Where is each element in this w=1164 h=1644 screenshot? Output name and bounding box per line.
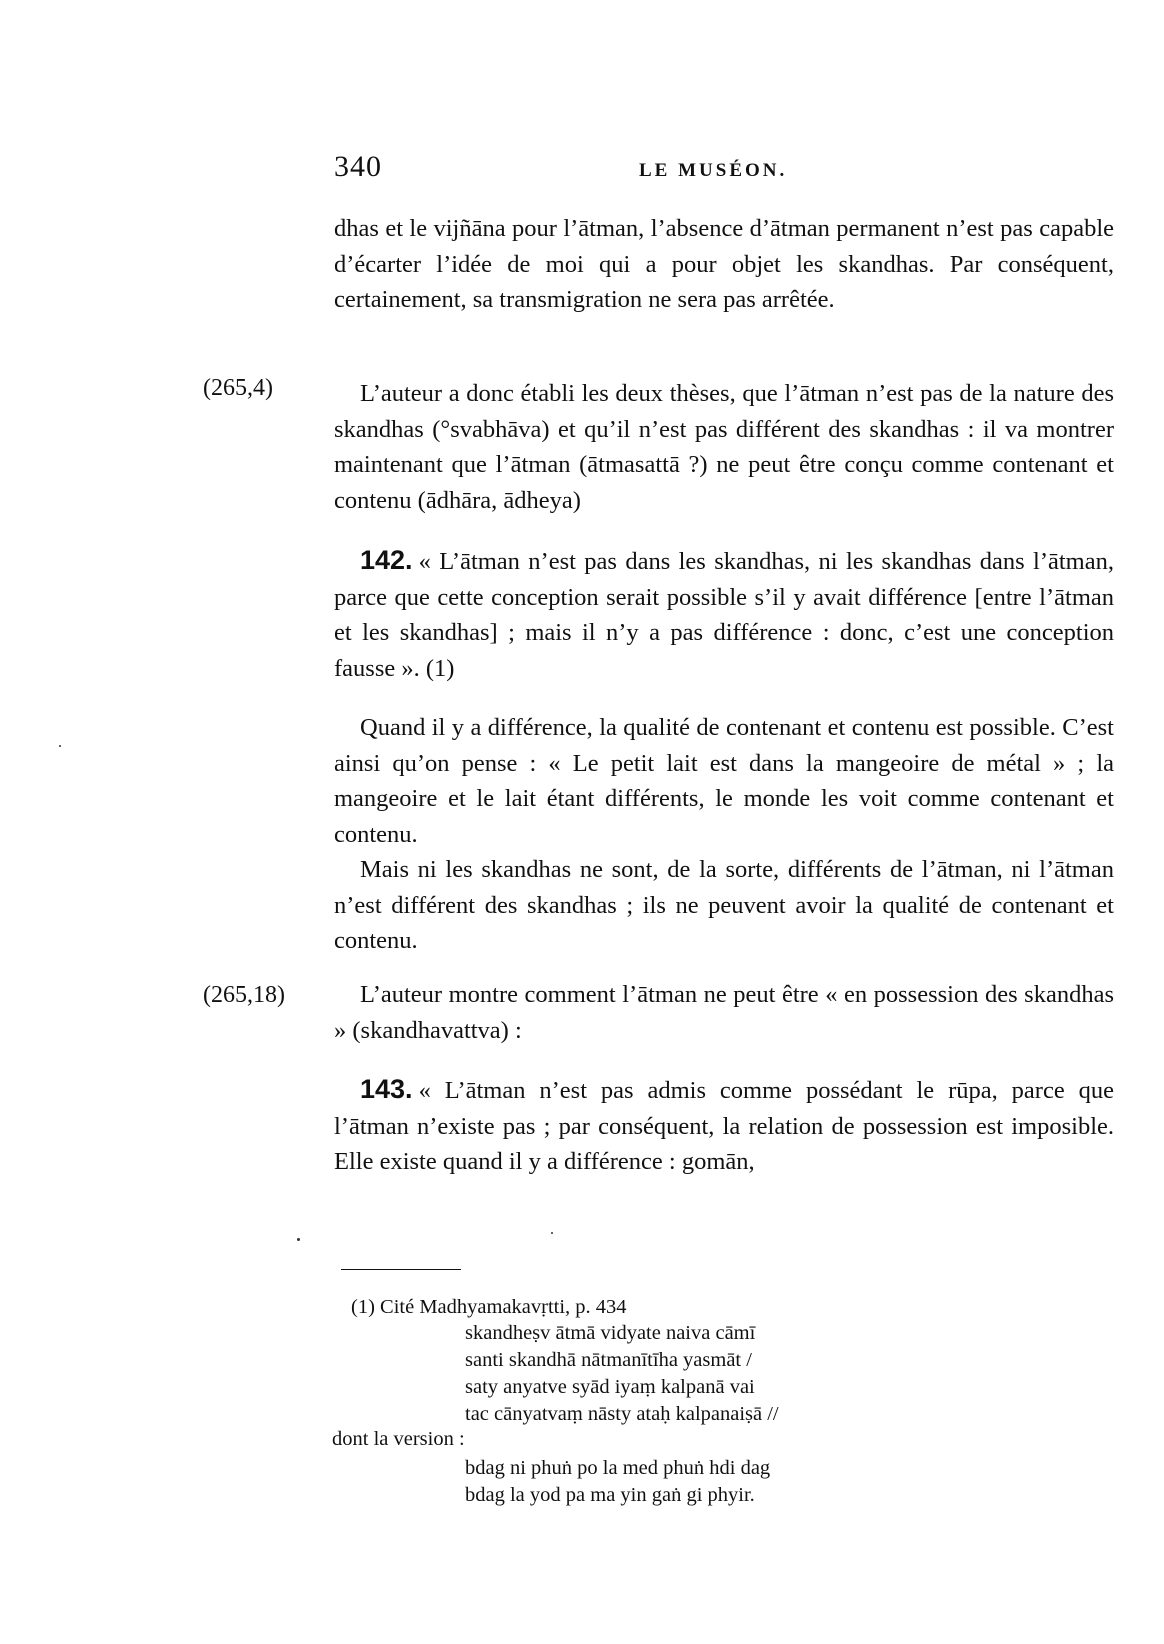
paragraph-difference [334,710,1114,959]
paragraph-text: dhas et le vijñāna pour l’ātman, l’absence d’ātman permanent n’est pas capable d’écarter l’idée de moi qui a pour objet les skandhas. Par conséquent, certainement, sa transmigration ne sera pas arrêtée. [334,215,1114,313]
journal-title: LE MUSÉON. [639,160,788,181]
running-head [334,150,1114,190]
footnote-intro [351,1294,627,1320]
version-line: bdag la yod pa ma yin gaṅ gi phyir. [465,1484,755,1506]
verse-143 [334,1072,1114,1180]
verse-142-text [334,543,1114,686]
verse-body: « L’ātman n’est pas dans les skandhas, ni les skandhas dans l’ātman, parce que cette conception serait possible s’il y avait différence [entre l’ātman et les skandhas] ; mais il n’y a pas différence : donc, c’est une conception fausse ». (1) [334,548,1114,682]
verse-line: saty anyatve syād iyaṃ kalpanā vai [465,1376,755,1398]
footnote-citation: Cité Madhyamakavṛtti, p. 434 [380,1296,627,1318]
scan-speck [551,1232,553,1234]
footnote-dont: dont la version : [332,1428,465,1450]
footnote-tibetan-version [465,1455,770,1509]
verse-number: 143. [360,1074,413,1104]
paragraph-text: Quand il y a différence, la qualité de contenant et contenu est possible. C’est ainsi qu’on pense : « Le petit lait est dans la mangeoire de métal » ; la mangeoire et le lait étant différents, le monde les voit comme contenant et contenu. [334,714,1114,848]
version-line: bdag ni phuṅ po la med phuṅ hdi dag [465,1457,771,1479]
verse-line: santi skandhā nātmanītīha yasmāt / [465,1349,752,1371]
verse-143-text [334,1072,1114,1180]
page-number: 340 [334,150,382,183]
footnote-mark: (1) [351,1296,375,1318]
paragraph-text: Mais ni les skandhas ne sont, de la sorte, différents de l’ātman, ni l’ātman n’est différent des skandhas ; ils ne peuvent avoir la qualité de contenant et contenu. [334,856,1114,954]
verse-number: 142. [360,545,413,575]
footnote-sanskrit-verse [465,1320,779,1428]
paragraph-possession [334,977,1114,1048]
scan-speck [59,745,61,747]
verse-line: skandheṣv ātmā vidyate naiva cāmī [465,1322,756,1344]
paragraph-text: L’auteur a donc établi les deux thèses, que l’ātman n’est pas de la nature des skandhas (°svabhāva) et qu’il n’est pas différent des skandhas : il va montrer maintenant que l’ātman (ātmasattā ?) ne peut être conçu comme contenant et contenu (ādhāra, ādheya) [334,380,1114,514]
paragraph-continued [334,211,1114,318]
verse-body: « L’ātman n’est pas admis comme possédant le rūpa, parce que l’ātman n’existe pas ; par conséquent, la relation de possession est imposible. Elle existe quand il y a différence : gomān, [334,1077,1114,1175]
scan-speck [297,1238,300,1241]
footnote-rule [341,1269,461,1270]
margin-reference-2: (265,18) [203,982,285,1008]
paragraph-text: L’auteur montre comment l’ātman ne peut être « en possession des skandhas » (skandhavattva) : [334,981,1114,1044]
verse-142 [334,543,1114,686]
margin-reference-1: (265,4) [203,375,273,401]
verse-line: tac cānyatvaṃ nāsty ataḥ kalpanaiṣā // [465,1403,779,1425]
paragraph-theses [334,376,1114,518]
